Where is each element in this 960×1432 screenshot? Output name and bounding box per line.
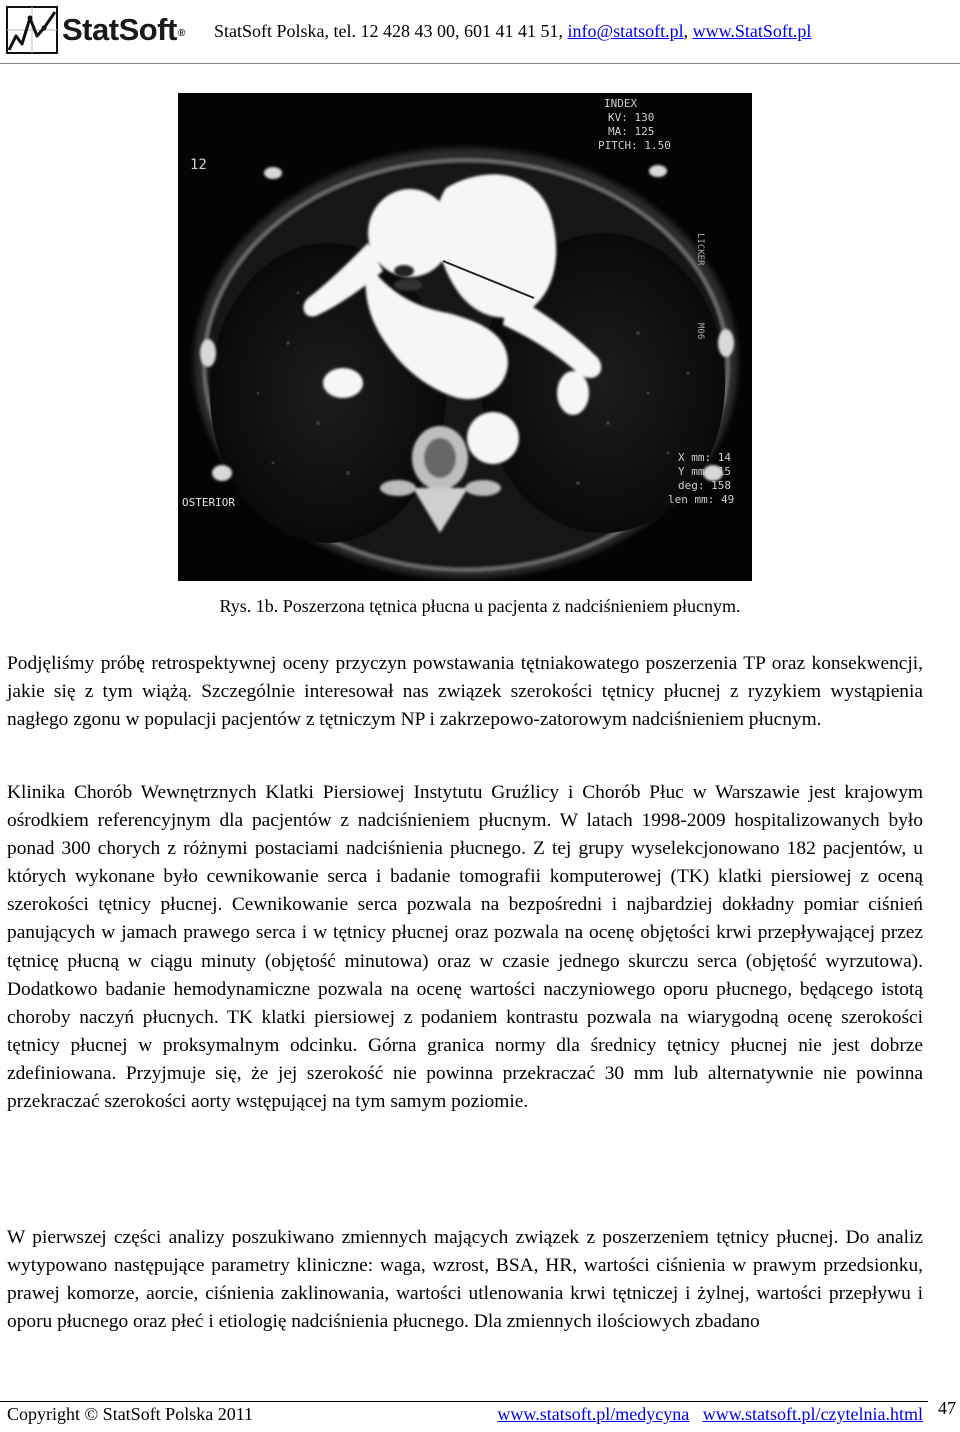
paragraph-1: Podjęliśmy próbę retrospektywnej oceny przyczyn powstawania tętniakowatego poszerzenia TP oraz konsekwencji, jakie się z tym wiążą. Szczególnie interesował nas związek szerokości tętnicy płucnej z ryzykiem wystąpienia nagłego zgonu w populacji pacjentów z tętniczym NP i zakrzepowo-zatorowym nadciśnieniem płucnym. — [7, 653, 923, 731]
header-separator: , — [683, 21, 693, 41]
footer-divider — [0, 1401, 928, 1402]
header-contact-info — [214, 21, 811, 42]
overlay-y: Y mm: 15 — [678, 465, 731, 478]
overlay-ma: MA: 125 — [608, 125, 655, 138]
ct-scan-image — [178, 93, 752, 581]
header-website-link[interactable]: www.StatSoft.pl — [692, 21, 812, 41]
paragraph-2: Klinika Chorób Wewnętrznych Klatki Piersiowej Instytutu Gruźlicy i Chorób Płuc w Warszawie jest krajowym ośrodkiem referencyjnym dla pacjentów z nadciśnieniem płucnym. W latach 1998-2009 hospitalizowanych było ponad 300 chorych z różnymi postaciami nadciśnienia płucnego. Z tej grupy wyselekcjonowano 182 pacjentów, u których wykonane było cewnikowanie serca i badanie tomografii komputerowej (TK) klatki piersiowej z oceną szerokości tętnicy płucnej. Cewnikowanie serca pozwala na bezpośredni i najbardziej dokładny pomiar ciśnień panujących w jamach prawego serca i w tętnicy płucnej oraz pozwala na ocenę objętości krwi przepływającej przez tętnicę płucną w ciągu minuty (objętość minutowa) oraz w czasie jednego skurczu serca (objętość wyrzutowa). Dodatkowo badanie hemodynamiczne pozwala na ocenę wartości naczyniowego oporu płucnego, będącego istotą choroby naczyń płucnych. TK klatki piersiowej z podaniem kontrastu pozwala na wiarygodną ocenę szerokości tętnicy płucnej w proksymalnym odcinku. Górna granica normy dla średnicy tętnicy płucnej nie jest dobrze zdefiniowana. Przyjmuje się, że jej szerokość nie powinna przekraczać 30 mm lub alternatywnie nie powinna przekraczać szerokości aorty wstępującej na tym samym poziomie. — [7, 782, 923, 1113]
figure-caption: Rys. 1b. Poszerzona tętnica płucna u pacjenta z nadciśnieniem płucnym. — [219, 596, 741, 616]
paragraph-3: W pierwszej części analizy poszukiwano zmiennych mających związek z poszerzeniem tętnicy płucnej. Do analiz wytypowano następujące parametry kliniczne: waga, wzrost, BSA, HR, wartości ciśnienia w prawym przedsionku, prawej komorze, aorcie, ciśnienia zaklinowania, wartości utlenowania krwi tętniczej i żylnej, wartości przepływu i oporu płucnego oraz płeć i etiologię nadciśnienia płucnego. Dla zmiennych ilościowych zbadano — [7, 1227, 923, 1333]
overlay-deg: deg: 158 — [678, 479, 731, 492]
registered-mark: ® — [177, 28, 185, 39]
overlay-posterior: OSTERIOR — [182, 496, 235, 509]
page-header — [0, 0, 960, 64]
statsoft-logo-mark-icon — [6, 6, 58, 54]
figure-number-label: 12 — [190, 157, 207, 173]
footer-copyright: Copyright © StatSoft Polska 2011 — [7, 1404, 254, 1424]
page-footer — [7, 1404, 923, 1428]
overlay-len: len mm: 49 — [668, 493, 735, 506]
header-contact-text: StatSoft Polska, tel. 12 428 43 00, 601 41 41 51, — [214, 21, 568, 41]
page-number: 47 — [938, 1398, 956, 1418]
footer-link-medycyna[interactable]: www.statsoft.pl/medycyna — [497, 1404, 690, 1424]
statsoft-logo[interactable] — [6, 6, 192, 54]
header-divider — [0, 63, 960, 64]
overlay-side-label: LICKER — [695, 233, 705, 266]
overlay-side-label-2: M06 — [695, 323, 705, 340]
header-email-link[interactable]: info@statsoft.pl — [567, 21, 684, 41]
footer-link-czytelnia[interactable]: www.statsoft.pl/czytelnia.html — [702, 1404, 923, 1424]
overlay-x: X mm: 14 — [678, 451, 731, 464]
overlay-pitch: PITCH: 1.50 — [598, 139, 671, 152]
footer-links — [497, 1404, 923, 1425]
statsoft-logo-text: StatSoft® — [62, 12, 185, 47]
overlay-index: INDEX — [604, 97, 638, 110]
overlay-kv: KV: 130 — [608, 111, 655, 124]
